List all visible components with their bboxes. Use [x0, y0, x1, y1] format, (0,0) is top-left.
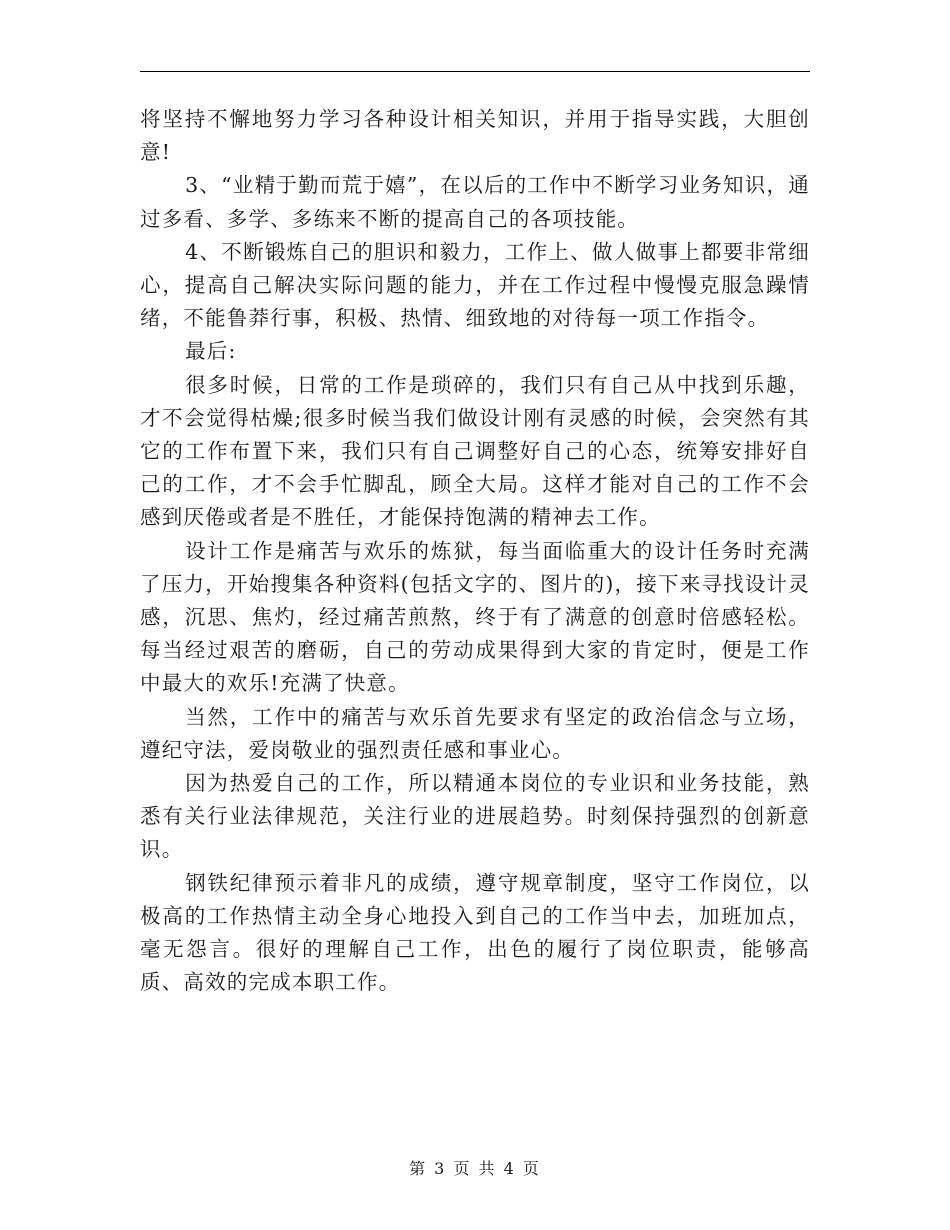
paragraph-item-3: 3、“业精于勤而荒于嬉”，在以后的工作中不断学习业务知识，通过多看、多学、多练来不断的提高自己的各项技能。: [140, 173, 810, 231]
paragraph: 当然，工作中的痛苦与欢乐首先要求有坚定的政治信念与立场，遵纪守法，爱岗敬业的强烈责任感和事业心。: [140, 704, 810, 762]
paragraph: 设计工作是痛苦与欢乐的炼狱，每当面临重大的设计任务时充满了压力，开始搜集各种资料(包括文字的、图片的)，接下来寻找设计灵感，沉思、焦灼，经过痛苦煎熬，终于有了满意的创意时倍感轻松。每当经过艰苦的磨砺，自己的劳动成果得到大家的肯定时，便是工作中最大的欢乐!充满了快意。: [140, 538, 810, 696]
body-text: [140, 103, 810, 999]
paragraph-item-4: 4、不断锻炼自己的胆识和毅力，工作上、做人做事上都要非常细心，提高自己解决实际问题的能力，并在工作过程中慢慢克服急躁情绪，不能鲁莽行事，积极、热情、细致地的对待每一项工作指令。: [140, 239, 810, 331]
page-number-footer: 第 3 页 共 4 页: [409, 1159, 541, 1178]
paragraph: 因为热爱自己的工作，所以精通本岗位的专业识和业务技能，熟悉有关行业法律规范，关注行业的进展趋势。时刻保持强烈的创新意识。: [140, 771, 810, 862]
paragraph: 钢铁纪律预示着非凡的成绩，遵守规章制度，坚守工作岗位，以极高的工作热情主动全身心地投入到自己的工作当中去，加班加点，毫无怨言。很好的理解自己工作，出色的履行了岗位职责，能够高质、高效的完成本职工作。: [140, 870, 810, 995]
paragraph: 很多时候，日常的工作是琐碎的，我们只有自己从中找到乐趣，才不会觉得枯燥;很多时候当我们做设计刚有灵感的时候，会突然有其它的工作布置下来，我们只有自己调整好自己的心态，统筹安排好自己的工作，才不会手忙脚乱，顾全大局。这样才能对自己的工作不会感到厌倦或者是不胜任，才能保持饱满的精神去工作。: [140, 372, 810, 530]
header-rule: [140, 71, 810, 72]
section-heading-finally: 最后:: [185, 339, 237, 364]
paragraph-continuation: 将坚持不懈地努力学习各种设计相关知识，并用于指导实践，大胆创意!: [140, 107, 810, 165]
